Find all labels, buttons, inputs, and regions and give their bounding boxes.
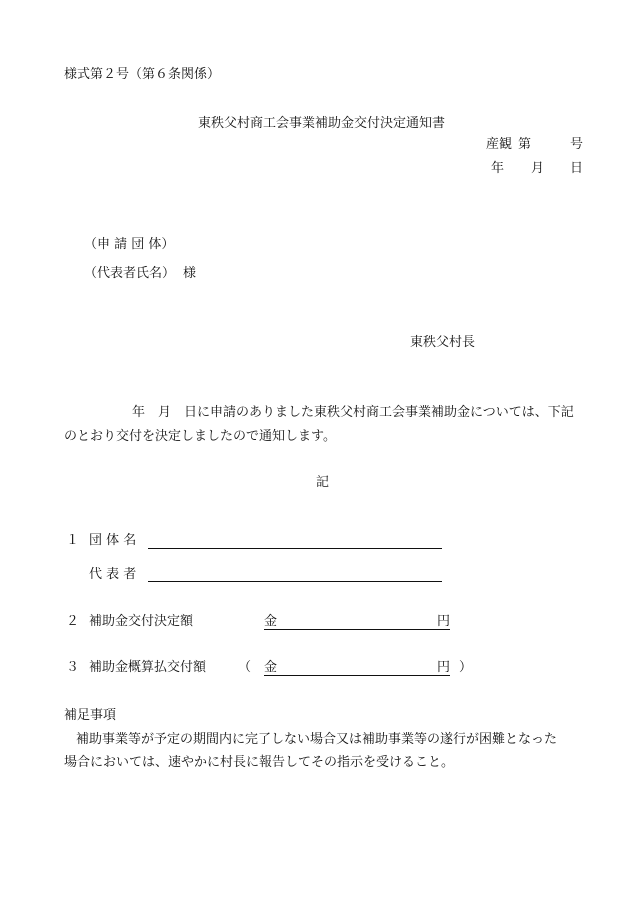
document-title: 東秩父村商工会事業補助金交付決定通知書 xyxy=(198,116,446,131)
item-3-yen: 円 xyxy=(437,660,451,675)
item-3-number: ３ xyxy=(66,660,80,675)
body-date-month: 月 xyxy=(158,405,172,420)
decision-amount-underline xyxy=(264,629,450,630)
item-2-label: 補助金交付決定額 xyxy=(89,614,194,629)
body-line-1: 日に申請のありました東秩父村商工会事業補助金については、下記 xyxy=(184,405,574,420)
item-1-number: １ xyxy=(66,533,80,548)
item-3-paren-close: ） xyxy=(459,660,473,675)
ki-heading: 記 xyxy=(316,475,330,490)
item-1-rep-label: 代 表 者 xyxy=(89,567,137,582)
date-year: 年 xyxy=(491,161,505,176)
doc-ref-dai: 第 xyxy=(518,137,532,152)
representative-underline xyxy=(148,581,442,582)
date-day: 日 xyxy=(570,161,584,176)
item-1-label: 団 体 名 xyxy=(89,533,137,548)
item-3-kin: 金 xyxy=(264,660,278,675)
item-2-number: ２ xyxy=(66,614,80,629)
form-number: 様式第２号（第６条関係） xyxy=(64,67,221,82)
recipient-honorific: 様 xyxy=(183,266,197,281)
supplement-line-2: 場合においては、速やかに村長に報告してその指示を受けること。 xyxy=(64,755,455,770)
advance-amount-underline xyxy=(264,675,450,676)
group-name-underline xyxy=(148,548,442,549)
doc-ref-go: 号 xyxy=(570,137,584,152)
doc-ref-prefix: 産観 xyxy=(486,137,513,152)
recipient-group: （申 請 団 体） xyxy=(84,237,175,252)
body-line-2: のとおり交付を決定しましたので通知します。 xyxy=(64,429,336,444)
recipient-representative: （代表者氏名） xyxy=(84,266,176,281)
item-2-kin: 金 xyxy=(264,614,278,629)
supplement-heading: 補足事項 xyxy=(64,708,117,723)
supplement-line-1: 補助事業等が予定の期間内に完了しない場合又は補助事業等の遂行が困難となった xyxy=(76,732,558,747)
issuer-name: 東秩父村長 xyxy=(410,335,476,350)
item-3-paren-open: （ xyxy=(238,660,252,675)
date-month: 月 xyxy=(531,161,545,176)
body-date-year: 年 xyxy=(132,405,146,420)
item-3-label: 補助金概算払交付額 xyxy=(89,660,207,675)
item-2-yen: 円 xyxy=(437,614,451,629)
